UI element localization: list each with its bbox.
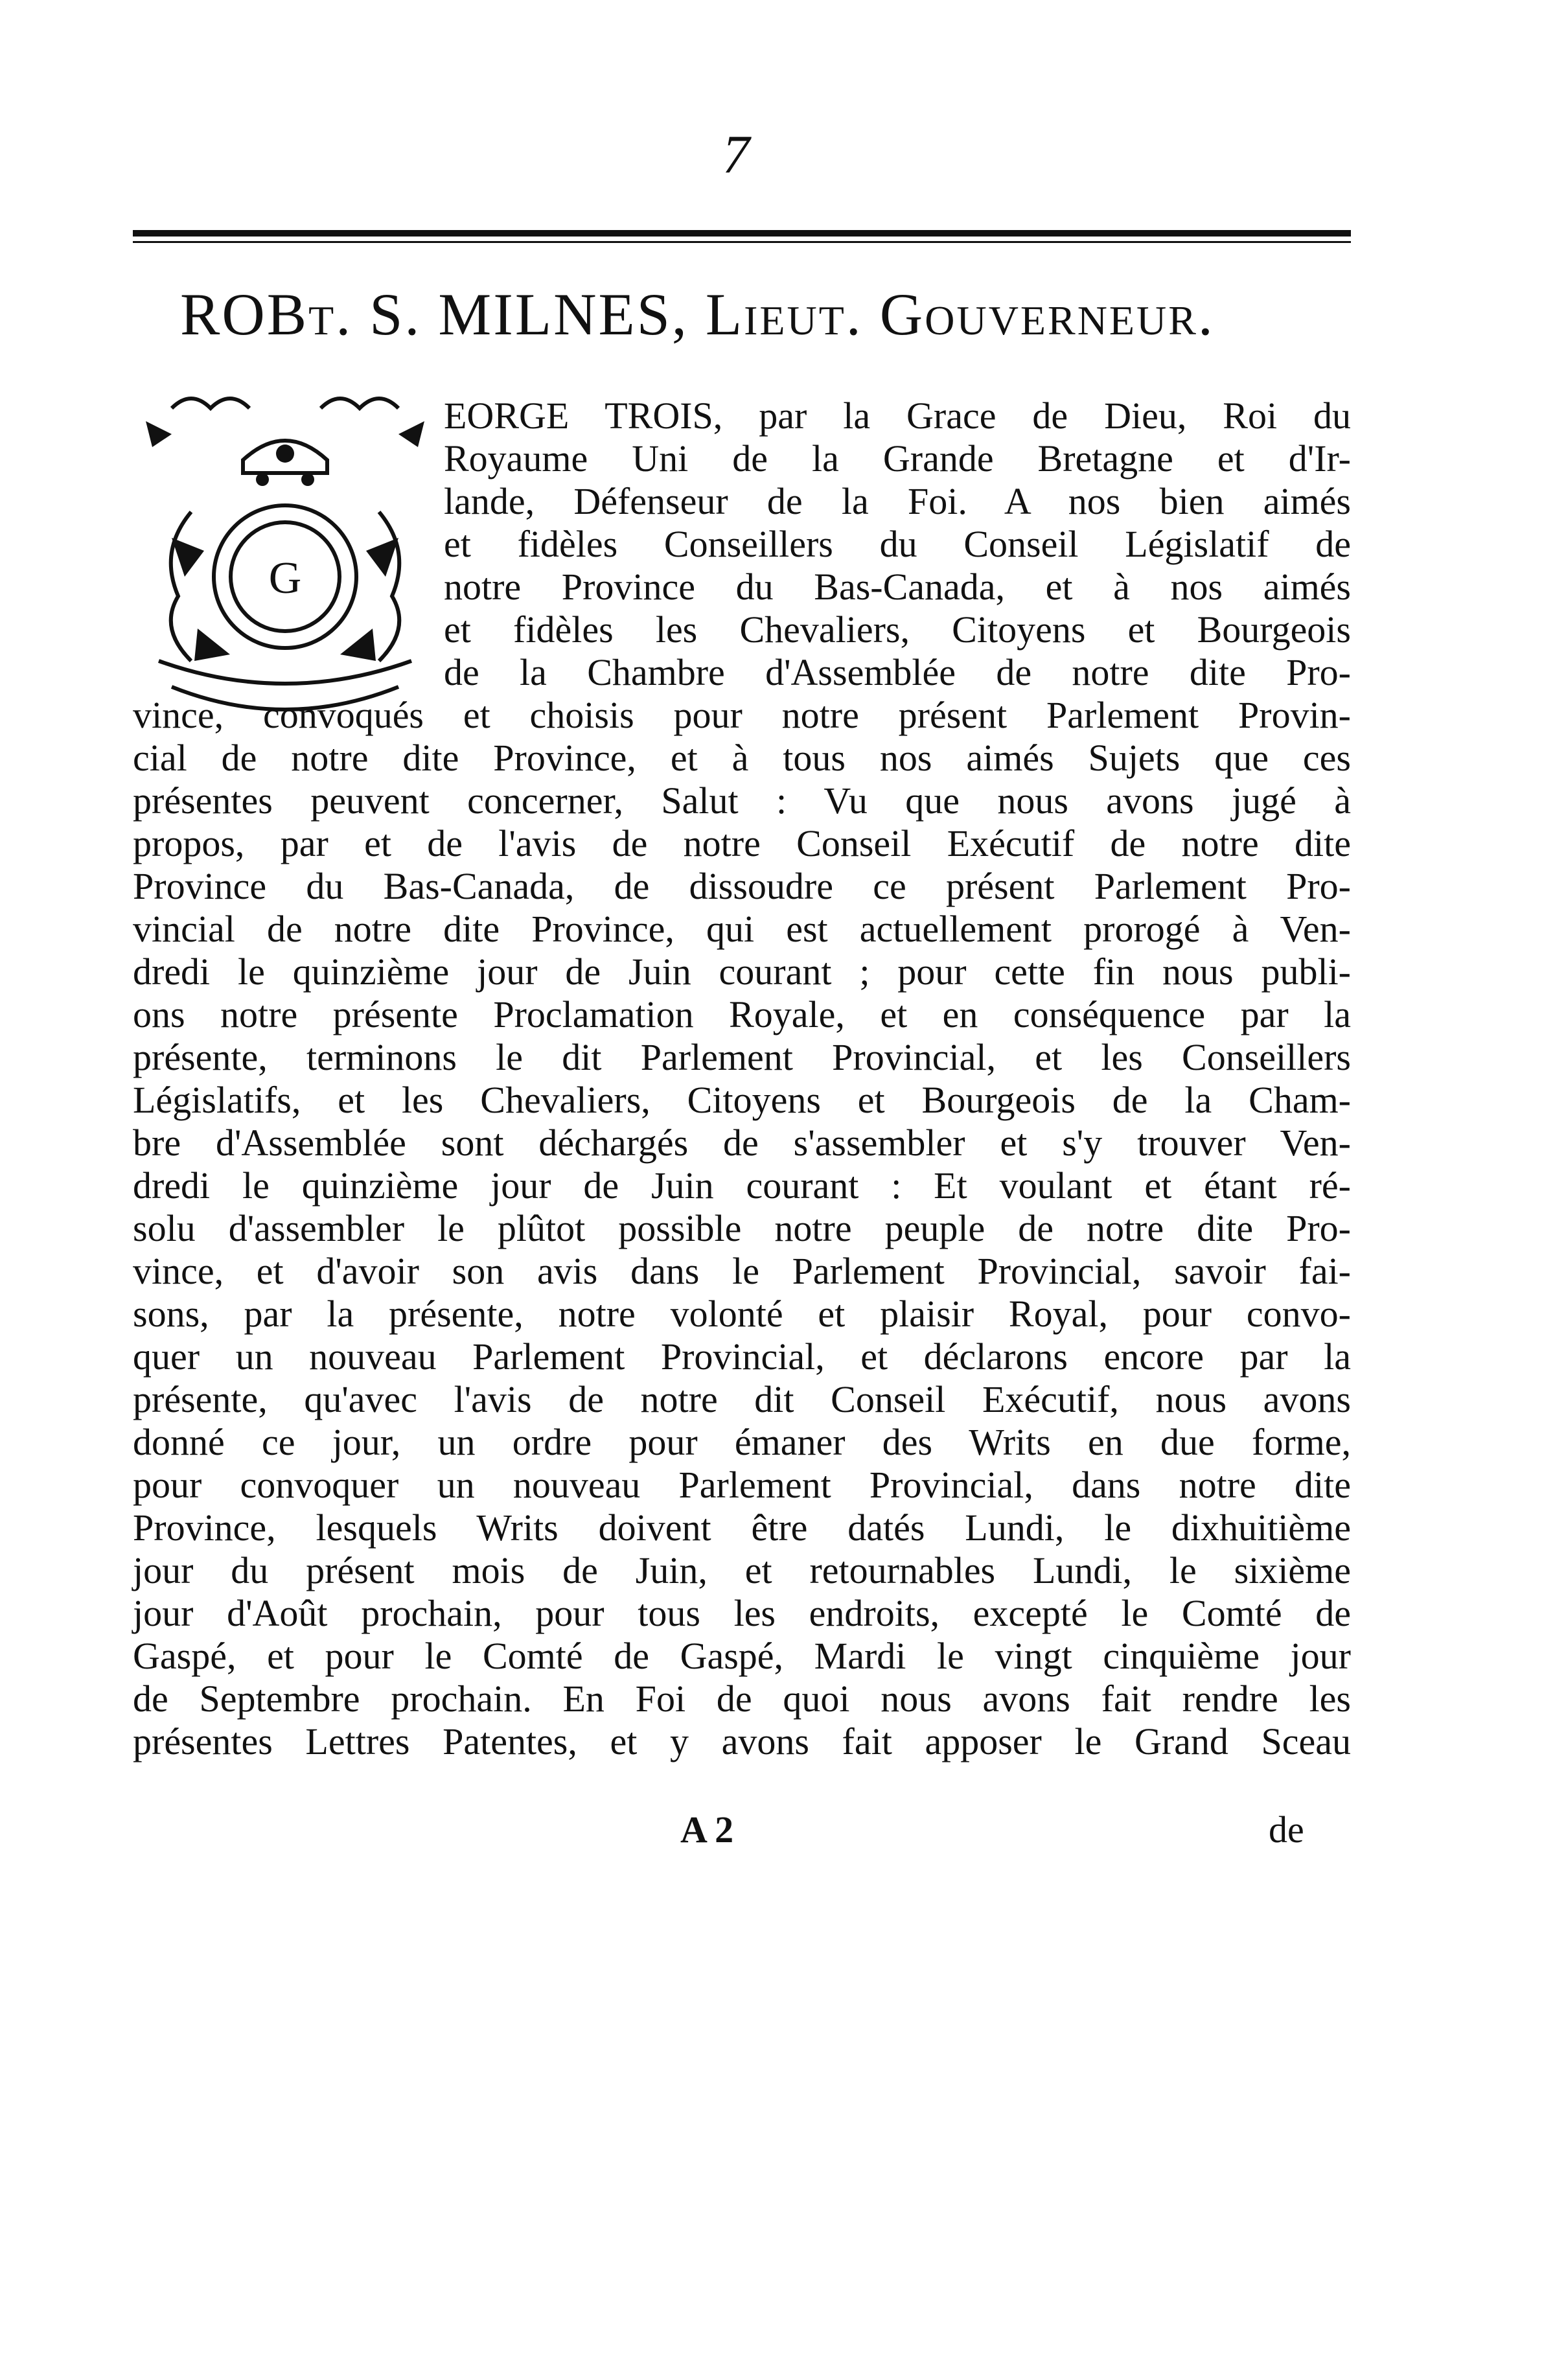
- text-line: quer un nouveau Parlement Provincial, et déclarons encore par la: [133, 1335, 1351, 1378]
- header-rule-thin: [133, 241, 1351, 243]
- page-number: 7: [722, 124, 750, 185]
- text-line: Gaspé, et pour le Comté de Gaspé, Mardi le vingt cinquième jour: [133, 1635, 1351, 1677]
- header-rule-thick: [133, 230, 1351, 237]
- text-line: solu d'assembler le plûtot possible notre peuple de notre dite Pro-: [133, 1207, 1351, 1249]
- text-line: vince, et d'avoir son avis dans le Parlement Provincial, savoir fai-: [133, 1250, 1351, 1292]
- proclamation-heading: ROBT. S. MILNES, LIEUT. GOUVERNEUR.: [180, 281, 1215, 347]
- text-line: Province du Bas-Canada, de dissoudre ce présent Parlement Pro-: [133, 865, 1351, 907]
- text-line: propos, par et de l'avis de notre Conseil Exécutif de notre dite: [133, 822, 1351, 864]
- royal-arms-ornament: [133, 382, 437, 732]
- text-line: jour d'Août prochain, pour tous les endroits, excepté le Comté de: [133, 1592, 1351, 1634]
- text-line: Province, lesquels Writs doivent être datés Lundi, le dixhuitième: [133, 1507, 1351, 1549]
- text-line: pour convoquer un nouveau Parlement Provincial, dans notre dite: [133, 1464, 1351, 1506]
- text-line: Législatifs, et les Chevaliers, Citoyens et Bourgeois de la Cham-: [133, 1079, 1351, 1121]
- catchword: de: [1269, 1808, 1304, 1851]
- text-line: bre d'Assemblée sont déchargés de s'assembler et s'y trouver Ven-: [133, 1122, 1351, 1164]
- text-line: de Septembre prochain. En Foi de quoi nous avons fait rendre les: [133, 1678, 1351, 1720]
- crest-initial: G: [268, 553, 302, 603]
- text-line: et fidèles Conseillers du Conseil Législatif de: [444, 523, 1351, 565]
- text-line: lande, Défenseur de la Foi. A nos bien aimés: [444, 480, 1351, 522]
- text-line: cial de notre dite Province, et à tous nos aimés Sujets que ces: [133, 737, 1351, 779]
- text-line: de la Chambre d'Assemblée de notre dite Pro-: [444, 651, 1351, 693]
- text-line: notre Province du Bas-Canada, et à nos aimés: [444, 566, 1351, 608]
- text-line: vince, convoqués et choisis pour notre présent Parlement Provin-: [133, 694, 1351, 736]
- text-line: présentes Lettres Patentes, et y avons fait apposer le Grand Sceau: [133, 1720, 1351, 1762]
- text-line: et fidèles les Chevaliers, Citoyens et Bourgeois: [444, 608, 1351, 651]
- text-line: dredi le quinzième jour de Juin courant ; pour cette fin nous publi-: [133, 951, 1351, 993]
- text-line: vincial de notre dite Province, qui est actuellement prorogé à Ven-: [133, 908, 1351, 950]
- text-line: présente, qu'avec l'avis de notre dit Conseil Exécutif, nous avons: [133, 1378, 1351, 1420]
- text-line: EORGE TROIS, par la Grace de Dieu, Roi du: [444, 395, 1351, 437]
- signature-mark: A 2: [680, 1808, 734, 1851]
- text-line: jour du présent mois de Juin, et retournables Lundi, le sixième: [133, 1549, 1351, 1591]
- text-line: présente, terminons le dit Parlement Provincial, et les Conseillers: [133, 1036, 1351, 1078]
- text-line: dredi le quinzième jour de Juin courant : Et voulant et étant ré-: [133, 1164, 1351, 1207]
- text-line: donné ce jour, un ordre pour émaner des Writs en due forme,: [133, 1421, 1351, 1463]
- text-line: présentes peuvent concerner, Salut : Vu que nous avons jugé à: [133, 780, 1351, 822]
- text-line: Royaume Uni de la Grande Bretagne et d'Ir-: [444, 437, 1351, 479]
- text-line: sons, par la présente, notre volonté et plaisir Royal, pour convo-: [133, 1293, 1351, 1335]
- text-line: ons notre présente Proclamation Royale, et en conséquence par la: [133, 993, 1351, 1035]
